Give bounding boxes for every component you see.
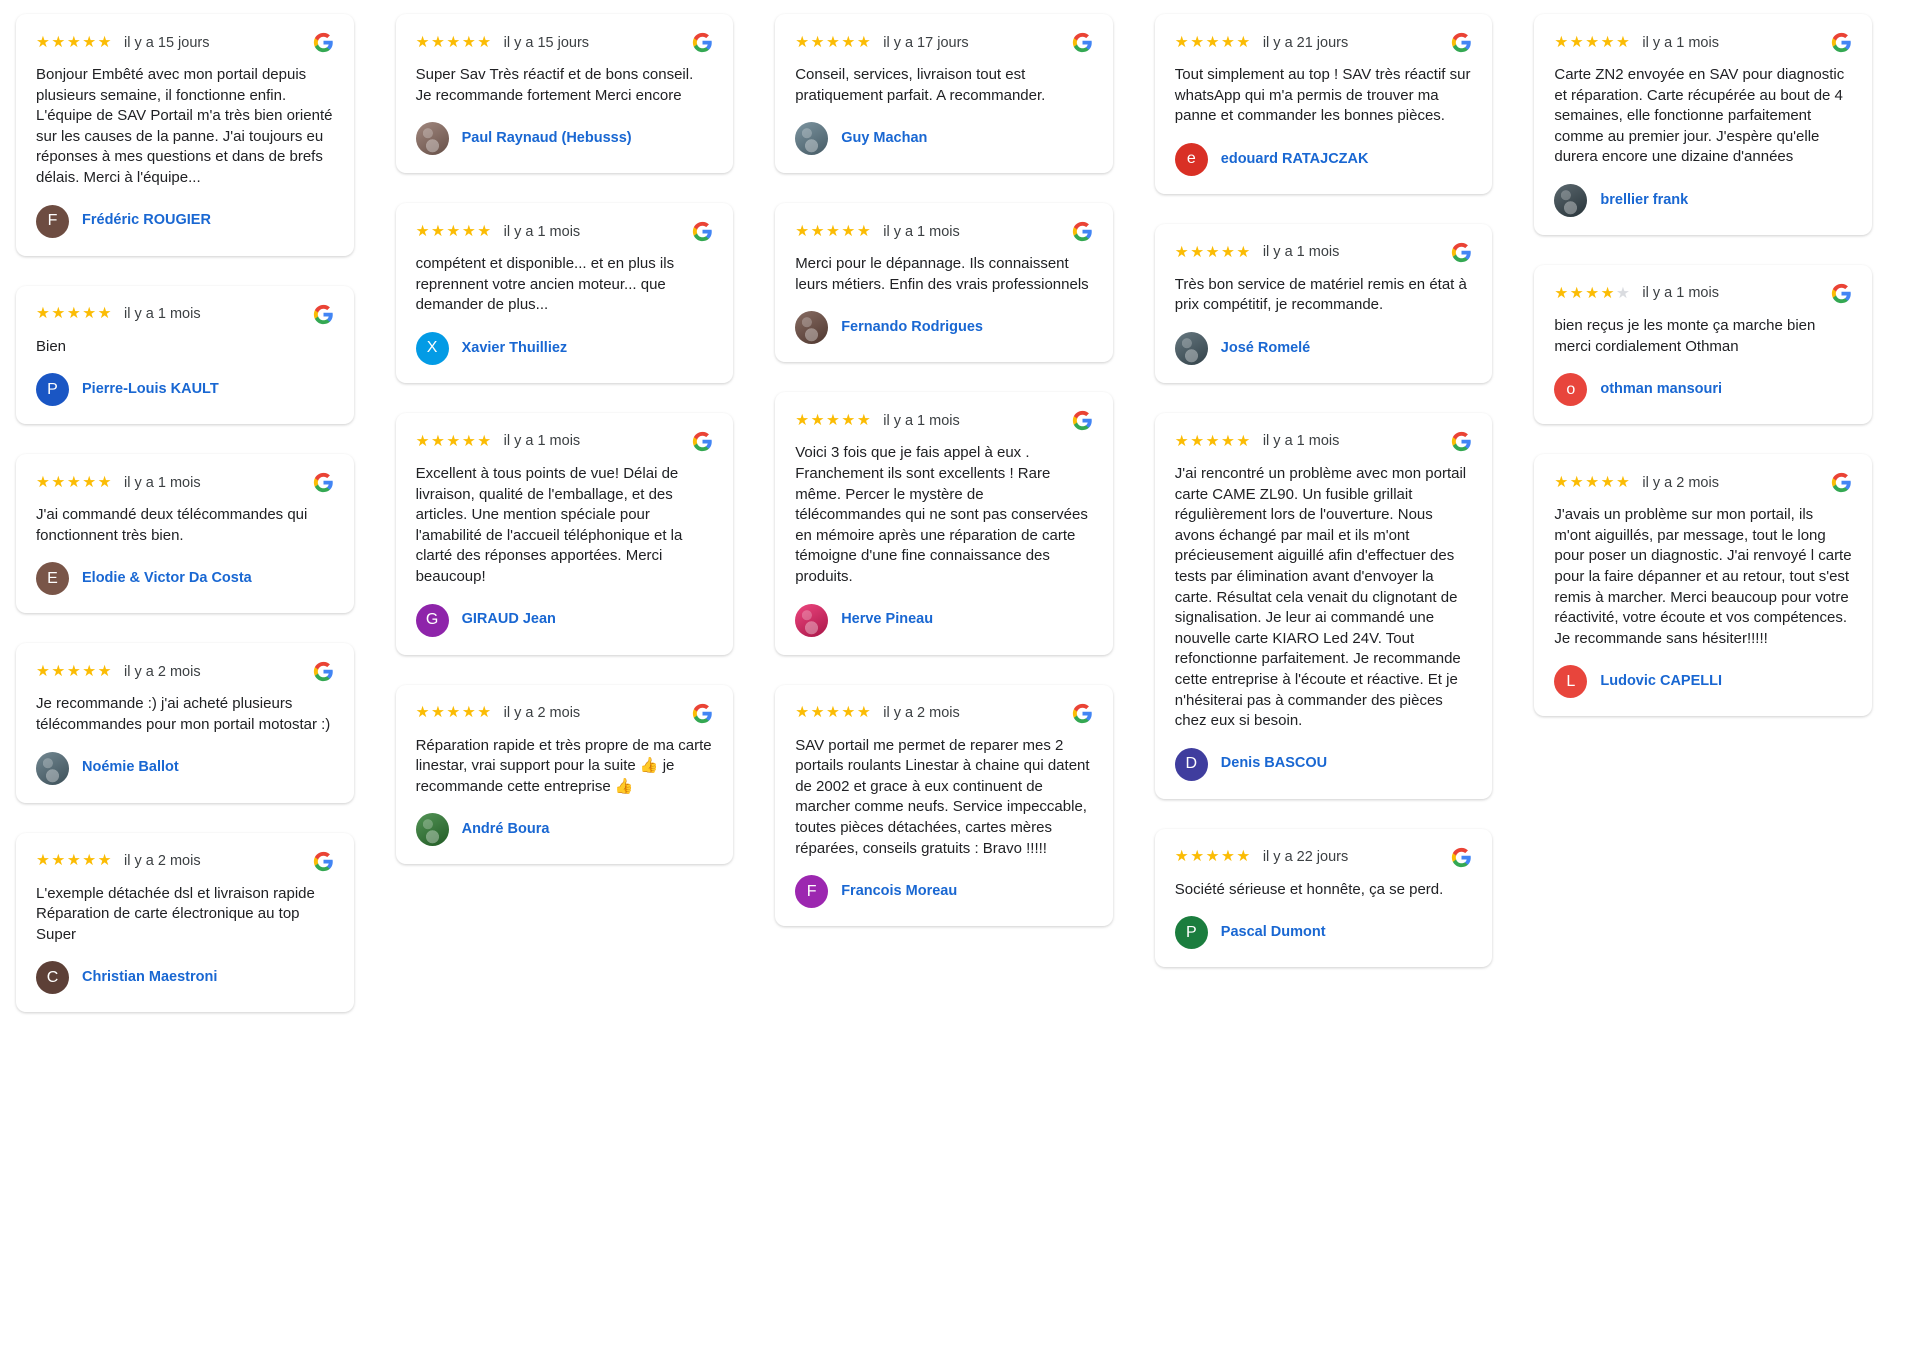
rating-and-time [1554,35,1719,51]
google-g-icon [1072,221,1093,242]
avatar [416,813,449,846]
review-author[interactable] [36,205,334,238]
review-text: J'ai commandé deux télécommandes qui fonctionnent très bien. [36,506,308,544]
google-g-icon [1072,410,1093,431]
review-time: il y a 1 mois [124,306,201,323]
review-author[interactable] [1175,332,1473,365]
review-time: il y a 1 mois [1262,433,1340,450]
avatar [795,604,828,637]
review-text: Merci pour le dépannage. Ils connaissent leurs métiers. Enfin des vrais professionnels [795,255,1089,293]
author-name[interactable]: Pierre-Louis KAULT [82,380,219,397]
rating-and-time [36,475,201,491]
author-name[interactable]: Fernando Rodrigues [841,319,983,336]
review-header [36,32,334,53]
star-rating: ★★★★★ [1554,284,1632,302]
author-name[interactable]: Elodie & Victor Da Costa [82,570,252,587]
rating-and-time [1554,475,1719,491]
rating-and-time [1175,35,1348,51]
review-time: il y a 1 mois [1642,34,1719,51]
review-header [1175,32,1473,53]
review-time: il y a 2 mois [883,705,960,722]
review-header [416,32,714,53]
review-author[interactable] [1554,373,1852,406]
review-author[interactable] [36,373,334,406]
review-time: il y a 21 jours [1262,34,1349,51]
star-rating: ★★★★★ [795,222,873,240]
author-name[interactable]: Denis BASCOU [1220,755,1328,772]
google-g-icon [692,703,713,724]
review-header [795,410,1093,431]
star-rating: ★★★★★ [1174,848,1252,866]
review-text: Je recommande :) j'ai acheté plusieurs télécommandes pour mon portail motostar :) [36,695,331,733]
review-author[interactable] [416,813,714,846]
avatar: P [1175,916,1208,949]
avatar: o [1554,373,1587,406]
review-header [36,661,334,682]
review-time: il y a 1 mois [503,223,581,240]
review-text: Super Sav Très réactif et de bons conseil. Je recommande fortement Merci encore [415,66,694,104]
review-time: il y a 2 mois [503,705,581,722]
google-g-icon [692,32,713,53]
rating-and-time [36,853,201,869]
rating-and-time [1175,849,1348,865]
author-name[interactable]: Christian Maestroni [82,969,218,986]
review-header [795,32,1093,53]
author-name[interactable]: Paul Raynaud (Hebusss) [461,129,632,146]
star-rating: ★★★★★ [795,704,873,722]
rating-and-time [36,306,201,322]
review-header [1554,32,1852,53]
rating-and-time [36,664,201,680]
review-author[interactable] [795,604,1093,637]
author-name[interactable]: André Boura [461,821,550,838]
review-header [1175,242,1473,263]
review-card[interactable] [16,643,354,802]
review-author[interactable] [36,752,334,785]
review-text: Carte ZN2 envoyée en SAV pour diagnostic et réparation. Carte récupérée au bout de 4 semaines, elle fonctionne parfaitement comme au premier jour. J'espère qu'elle durera encore une dizaine d'années [1554,66,1845,166]
star-rating: ★★★★★ [36,305,114,323]
review-author[interactable] [36,562,334,595]
review-text: Très bon service de matériel remis en état à prix compétitif, je recommande. [1174,275,1467,314]
star-rating: ★★★★★ [795,412,873,430]
avatar: F [36,205,69,238]
review-time: il y a 2 mois [124,663,201,680]
google-g-icon [1831,32,1852,53]
avatar: E [36,562,69,595]
review-text: Bonjour Embêté avec mon portail depuis plusieurs semaine, il fonctionne enfin. L'équipe de SAV Portail m'a très bien orienté sur les causes de la panne. J'ai toujours eu réponses à mes questions et dans de brefs délais. Merci à l'équipe... [36,66,333,186]
review-card[interactable] [1534,14,1872,235]
star-rating: ★★★★★ [415,704,493,722]
review-time: il y a 1 mois [1262,244,1340,261]
review-author[interactable] [416,604,714,637]
rating-and-time [416,705,581,721]
review-author[interactable] [1175,143,1473,176]
rating-and-time [795,705,960,721]
review-author[interactable] [795,122,1093,155]
star-rating: ★★★★★ [36,663,114,681]
star-rating: ★★★★★ [1174,33,1252,51]
review-time: il y a 1 mois [883,223,960,240]
star-rating: ★★★★★ [415,33,493,51]
review-text: compétent et disponible... et en plus ils reprennent votre ancien moteur... que demander de plus... [415,255,675,314]
review-author[interactable] [795,875,1093,908]
avatar [795,122,828,155]
rating-and-time [795,35,968,51]
review-time: il y a 15 jours [124,34,210,51]
avatar: P [36,373,69,406]
avatar: C [36,961,69,994]
review-text: Société sérieuse et honnête, ça se perd. [1174,880,1444,898]
review-header [36,472,334,493]
review-author[interactable] [1554,665,1852,698]
google-g-icon [1831,472,1852,493]
review-author[interactable] [36,961,334,994]
review-time: il y a 17 jours [883,34,969,51]
review-header [1554,472,1852,493]
review-card[interactable] [1155,14,1493,194]
avatar: F [795,875,828,908]
review-card[interactable] [16,833,354,1013]
review-author[interactable] [795,311,1093,344]
review-author[interactable] [416,122,714,155]
review-time: il y a 15 jours [503,34,590,51]
review-card[interactable] [16,14,354,256]
review-author[interactable] [416,332,714,365]
review-header [795,703,1093,724]
review-card[interactable] [1534,265,1872,424]
author-name[interactable]: Xavier Thuilliez [461,339,568,356]
avatar: D [1175,748,1208,781]
author-name[interactable]: José Romelé [1220,339,1311,356]
avatar [1554,184,1587,217]
rating-and-time [795,413,960,429]
review-text: J'avais un problème sur mon portail, ils m'ont aiguillés, par message, tout le long pour poser un diagnostic. J'ai renvoyé l carte pour la faire dépanner et au retour, tout s'est remis à marcher. Merci beaucoup pour votre réactivité, votre écoute et vos compétences. Je recommande sans hésiter!!!!! [1554,506,1852,647]
review-card[interactable] [16,454,354,613]
rating-and-time [795,224,960,240]
review-card[interactable] [396,203,734,383]
review-header [1554,283,1852,304]
star-rating: ★★★★★ [36,473,114,491]
avatar: L [1554,665,1587,698]
review-text: Conseil, services, livraison tout est pratiquement parfait. A recommander. [795,66,1046,104]
author-name[interactable]: Noémie Ballot [82,759,179,776]
google-g-icon [313,851,334,872]
avatar [36,752,69,785]
review-text: Réparation rapide et très propre de ma carte linestar, vrai support pour la suite 👍 je recommande cette entreprise 👍 [415,736,712,795]
review-time: il y a 2 mois [1642,474,1719,491]
author-name[interactable]: othman mansouri [1600,380,1723,397]
review-card[interactable] [1155,224,1493,383]
star-rating: ★★★★★ [1554,473,1632,491]
google-g-icon [692,431,713,452]
google-g-icon [313,32,334,53]
review-header [416,221,714,242]
avatar: X [416,332,449,365]
avatar [1175,332,1208,365]
review-header [416,431,714,452]
author-name[interactable]: GIRAUD Jean [461,611,556,628]
star-rating: ★★★★★ [1554,33,1632,51]
author-name[interactable]: Herve Pineau [841,611,934,628]
avatar: e [1175,143,1208,176]
google-g-icon [1831,283,1852,304]
author-name[interactable]: edouard RATAJCZAK [1220,150,1369,167]
avatar [416,122,449,155]
review-card[interactable] [396,685,734,865]
review-text: bien reçus je les monte ça marche bien merci cordialement Othman [1554,316,1816,355]
review-text: J'ai rencontré un problème avec mon portail carte CAME ZL90. Un fusible grillait régulièrement lors de l'ouverture. Nous avons échangé par mail et ils m'ont précieusement aiguillé afin d'effectuer des tests par élimination avant d'envoyer la carte. Résultat cela venait du clignotant de signalisation. Je leur ai commandé une nouvelle carte KIARO Led 24V. Tout refonctionne parfaitement. Je recommande cette entreprise à l'écoute et réactive. Et je n'hésiterai pas à commander des pièces chez eux si besoin. [1174,464,1467,730]
google-g-icon [313,472,334,493]
review-card[interactable] [775,392,1113,654]
review-header [1175,431,1473,452]
google-g-icon [692,221,713,242]
review-header [1175,847,1473,868]
review-text: Bien [36,337,67,355]
author-name[interactable]: brellier frank [1600,191,1689,208]
rating-and-time [416,224,581,240]
review-text: Excellent à tous points de vue! Délai de livraison, qualité de l'emballage, et des articles. Une mention spéciale pour l'amabilité de l'accueil téléphonique et la clarté des réponses apportées. Merci beaucoup! [415,464,683,585]
review-author[interactable] [1175,916,1473,949]
author-name[interactable]: Ludovic CAPELLI [1600,673,1723,690]
review-author[interactable] [1554,184,1852,217]
rating-and-time [1175,433,1340,449]
review-time: il y a 2 mois [124,853,201,870]
review-header [416,703,714,724]
author-name[interactable]: Francois Moreau [841,882,958,899]
google-g-icon [1451,847,1472,868]
rating-and-time [1175,244,1340,260]
review-time: il y a 1 mois [883,412,960,429]
google-g-icon [1072,703,1093,724]
review-card[interactable] [775,685,1113,927]
rating-and-time [416,433,581,449]
google-g-icon [313,304,334,325]
review-header [795,221,1093,242]
review-card[interactable] [775,203,1113,362]
star-rating: ★★★★★ [795,33,873,51]
review-author[interactable] [1175,748,1473,781]
google-g-icon [1451,242,1472,263]
review-header [36,304,334,325]
author-name[interactable]: Guy Machan [841,129,928,146]
google-g-icon [1451,431,1472,452]
review-header [36,851,334,872]
review-time: il y a 1 mois [503,433,581,450]
google-g-icon [1072,32,1093,53]
rating-and-time [416,35,589,51]
review-text: Voici 3 fois que je fais appel à eux . Franchement ils sont excellents ! Rare même. Percer le mystère de télécommandes qui ne sont pas conservées en mémoire après une réparation de carte témoigne d'une fine connaissance des produits. [795,444,1088,585]
rating-and-time [36,35,209,51]
review-text: L'exemple détachée dsl et livraison rapide Réparation de carte électronique au top Super [36,884,315,943]
author-name[interactable]: Pascal Dumont [1220,924,1326,941]
review-card[interactable] [396,14,734,173]
review-card[interactable] [16,286,354,425]
review-text: Tout simplement au top ! SAV très réactif sur whatsApp qui m'a permis de trouver ma panne et commander les bonnes pièces. [1174,66,1471,125]
star-rating: ★★★★★ [36,33,114,51]
review-card[interactable] [1155,413,1493,799]
review-card[interactable] [775,14,1113,173]
star-rating: ★★★★★ [36,852,114,870]
star-rating: ★★★★★ [1174,243,1252,261]
review-time: il y a 1 mois [1642,285,1719,302]
star-rating: ★★★★★ [415,432,493,450]
author-name[interactable]: Frédéric ROUGIER [82,212,211,229]
avatar [795,311,828,344]
rating-and-time [1554,285,1719,301]
review-card[interactable] [1155,829,1493,968]
review-card[interactable] [396,413,734,655]
star-rating: ★★★★★ [415,222,493,240]
review-time: il y a 22 jours [1262,849,1349,866]
google-g-icon [1451,32,1472,53]
review-card[interactable] [1534,454,1872,716]
avatar: G [416,604,449,637]
review-text: SAV portail me permet de reparer mes 2 portails roulants Linestar à chaine qui datent de 2002 et grace à eux continuent de marcher comme neufs. Service impeccable, toutes pièces détachées, cartes mères réparées, conseils gratuits : Bravo !!!!! [795,736,1090,857]
star-rating: ★★★★★ [1174,432,1252,450]
review-time: il y a 1 mois [124,474,201,491]
google-g-icon [313,661,334,682]
